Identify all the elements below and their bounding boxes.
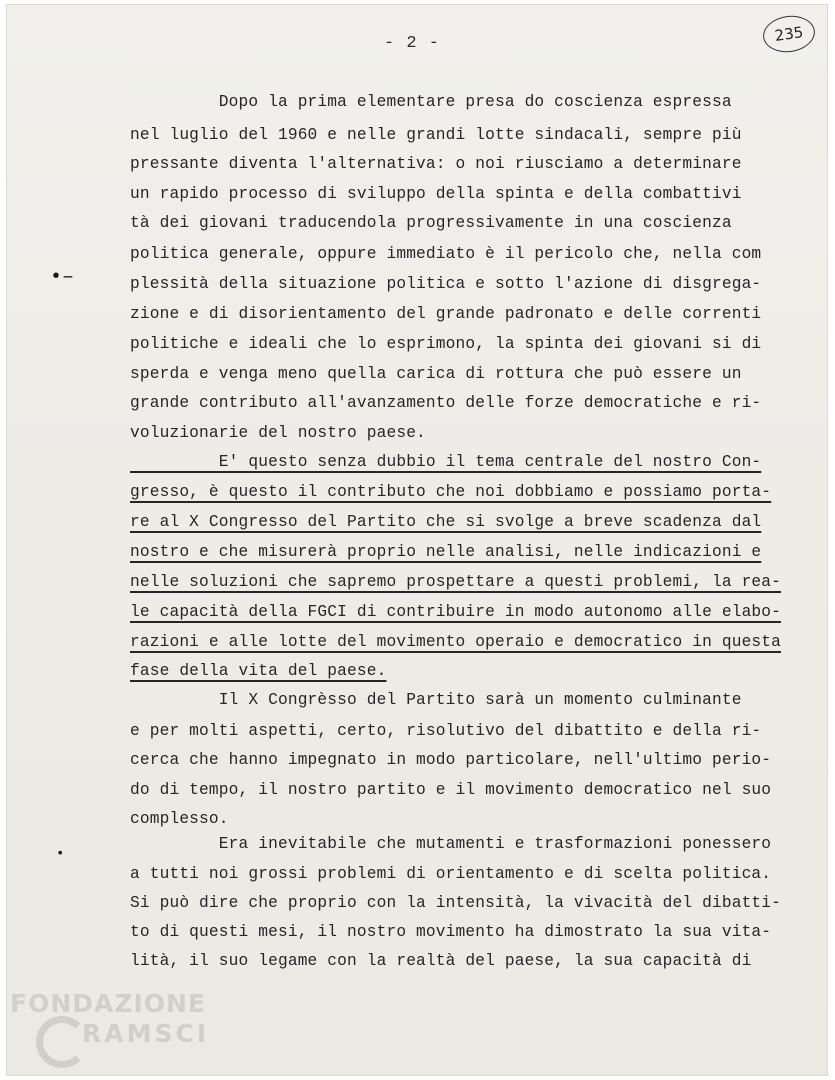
text-line-content: un rapido processo di sviluppo della spinta e della combattivi <box>130 185 742 203</box>
text-line <box>130 809 790 829</box>
text-line-content: politica generale, oppure immediato è il pericolo che, nella com <box>130 245 762 263</box>
text-line-content: cerca che hanno impegnato in modo particolare, nell'ultimo perio- <box>130 751 772 769</box>
text-line <box>130 721 790 741</box>
text-line-content: Si può dire che proprio con la intensità, la vivacità del dibatti- <box>130 894 782 912</box>
text-line-content: fase della vita del paese. <box>130 662 387 680</box>
text-line-content: nostro e che misurerà proprio nelle analisi, nelle indicazioni e <box>130 543 762 561</box>
text-line <box>130 864 790 884</box>
text-line-content: voluzionarie del nostro paese. <box>130 424 426 442</box>
text-line <box>130 423 790 443</box>
text-line-content: Dopo la prima elementare presa do coscienza espressa <box>130 93 732 111</box>
text-line-content: razioni e alle lotte del movimento operaio e democratico in questa <box>130 633 782 651</box>
text-line-content: e per molti aspetti, certo, risolutivo del dibattito e della ri- <box>130 722 762 740</box>
text-line <box>130 632 790 652</box>
archive-stamp-number: 235 <box>761 13 818 56</box>
text-line <box>130 834 790 854</box>
text-line <box>130 304 790 324</box>
watermark-line2: RAMSCI <box>82 1019 210 1048</box>
text-line <box>130 184 790 204</box>
text-line <box>130 92 790 112</box>
text-line-content: lità, il suo legame con la realtà del paese, la sua capacità di <box>130 952 752 970</box>
text-line <box>130 274 790 294</box>
text-line-content: plessità della situazione politica e sotto l'azione di disgrega- <box>130 275 762 293</box>
text-line-content: gresso, è questo il contributo che noi dobbiamo e possiamo porta- <box>130 483 772 501</box>
text-line-content: do di tempo, il nostro partito e il movimento democratico nel suo <box>130 781 772 799</box>
text-line <box>130 780 790 800</box>
margin-mark: •– <box>50 266 75 289</box>
page-number: - 2 - <box>384 34 441 53</box>
text-line <box>130 393 790 413</box>
text-line-content: re al X Congresso del Partito che si svolge a breve scadenza dal <box>130 513 762 531</box>
document-page <box>6 4 828 1076</box>
text-line <box>130 512 790 532</box>
text-line <box>130 750 790 770</box>
text-line <box>130 154 790 174</box>
text-line <box>130 951 790 971</box>
text-line <box>130 334 790 354</box>
text-line-content: nelle soluzioni che sapremo prospettare a questi problemi, la rea- <box>130 573 782 591</box>
text-line-content: E' questo senza dubbio il tema centrale del nostro Con- <box>130 453 762 471</box>
text-line-content: zione e di disorientamento del grande padronato e delle correnti <box>130 305 762 323</box>
text-line-content: grande contributo all'avanzamento delle forze democratiche e ri- <box>130 394 762 412</box>
text-line-content: le capacità della FGCI di contribuire in modo autonomo alle elabo- <box>130 603 782 621</box>
gramsci-logo-icon <box>36 1016 88 1068</box>
text-line <box>130 482 790 502</box>
text-line <box>130 893 790 913</box>
text-line-content: Era inevitabile che mutamenti e trasformazioni ponessero <box>130 835 772 853</box>
text-line <box>130 364 790 384</box>
margin-mark: • <box>56 846 65 862</box>
text-line <box>130 572 790 592</box>
text-line <box>130 125 790 145</box>
text-line <box>130 602 790 622</box>
text-line-content: complesso. <box>130 810 229 828</box>
watermark-line1: FONDAZIONE <box>10 989 207 1018</box>
text-line-content: Il X Congrèsso del Partito sarà un momento culminante <box>130 691 742 709</box>
text-line-content: to di questi mesi, il nostro movimento ha dimostrato la sua vita- <box>130 923 772 941</box>
text-line <box>130 213 790 233</box>
text-line <box>130 542 790 562</box>
text-line-content: tà dei giovani traducendola progressivamente in una coscienza <box>130 214 732 232</box>
text-line <box>130 244 790 264</box>
text-line <box>130 922 790 942</box>
text-line <box>130 690 790 710</box>
text-line-content: nel luglio del 1960 e nelle grandi lotte sindacali, sempre più <box>130 126 742 144</box>
text-line-content: politiche e ideali che lo esprimono, la spinta dei giovani si di <box>130 335 762 353</box>
text-line-content: sperda e venga meno quella carica di rottura che può essere un <box>130 365 742 383</box>
text-line <box>130 661 790 681</box>
text-line-content: pressante diventa l'alternativa: o noi riusciamo a determinare <box>130 155 742 173</box>
text-line <box>130 452 790 472</box>
text-line-content: a tutti noi grossi problemi di orientamento e di scelta politica. <box>130 865 772 883</box>
